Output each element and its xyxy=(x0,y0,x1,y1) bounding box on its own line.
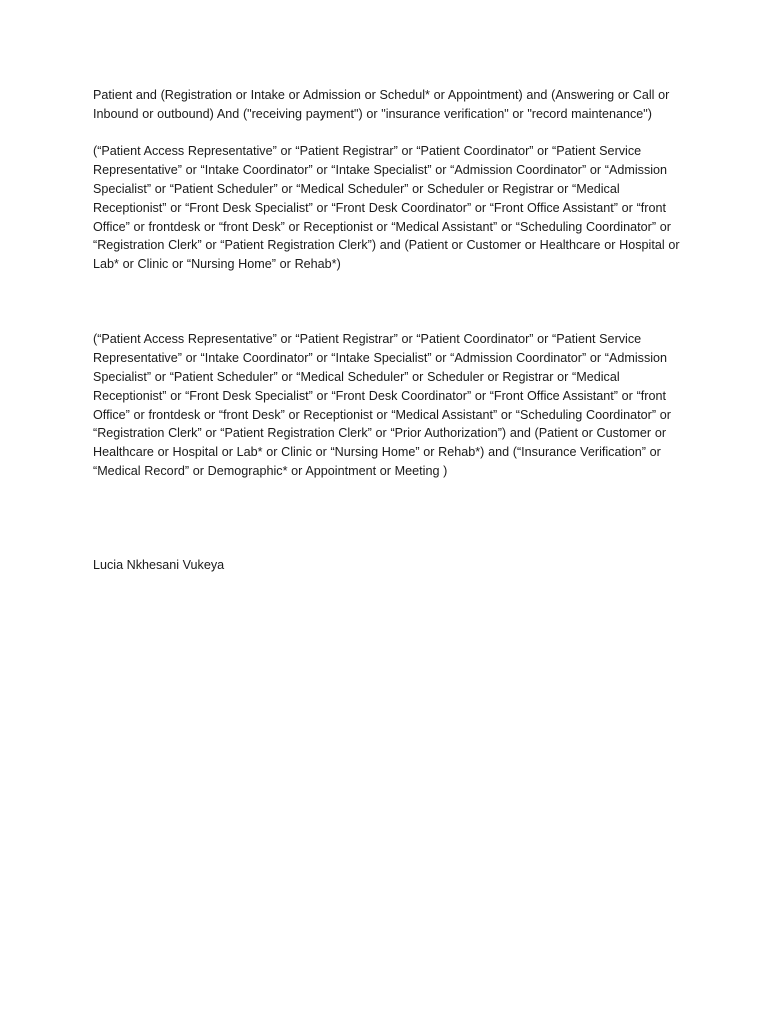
document-body xyxy=(93,86,683,575)
search-query-paragraph-2: (“Patient Access Representative” or “Patient Registrar” or “Patient Coordinator” or “Patient Service Representative” or “Intake Coordinator” or “Intake Specialist” or “Admission Coordinator” or “Admission Specialist” or “Patient Scheduler” or “Medical Scheduler” or Scheduler or Registrar or “Medical Receptionist” or “Front Desk Specialist” or “Front Desk Coordinator” or “Front Office Assistant” or “front Office” or frontdesk or “front Desk” or Receptionist or “Medical Assistant” or “Scheduling Coordinator” or “Registration Clerk” or “Patient Registration Clerk”) and (Patient or Customer or Healthcare or Hospital or Lab* or Clinic or “Nursing Home” or Rehab*) xyxy=(93,144,680,272)
search-query-paragraph-3: (“Patient Access Representative” or “Patient Registrar” or “Patient Coordinator” or “Patient Service Representative” or “Intake Coordinator” or “Intake Specialist” or “Admission Coordinator” or “Admission Specialist” or “Patient Scheduler” or “Medical Scheduler” or Scheduler or Registrar or “Medical Receptionist” or “Front Desk Specialist” or “Front Desk Coordinator” or “Front Office Assistant” or “front Office” or frontdesk or “front Desk” or Receptionist or “Medical Assistant” or “Scheduling Coordinator” or “Registration Clerk” or “Patient Registration Clerk” or “Prior Authorization”) and (Patient or Customer or Healthcare or Hospital or Lab* or Clinic or “Nursing Home” or Rehab*) and (“Insurance Verification” or “Medical Record” or Demographic* or Appointment or Meeting ) xyxy=(93,332,671,478)
search-query-paragraph-1: Patient and (Registration or Intake or Admission or Schedul* or Appointment) and (Answering or Call or Inbound or outbound) And ("receiving payment") or "insurance verification" or "record maintenance") xyxy=(93,88,670,121)
author-signature: Lucia Nkhesani Vukeya xyxy=(93,557,225,572)
